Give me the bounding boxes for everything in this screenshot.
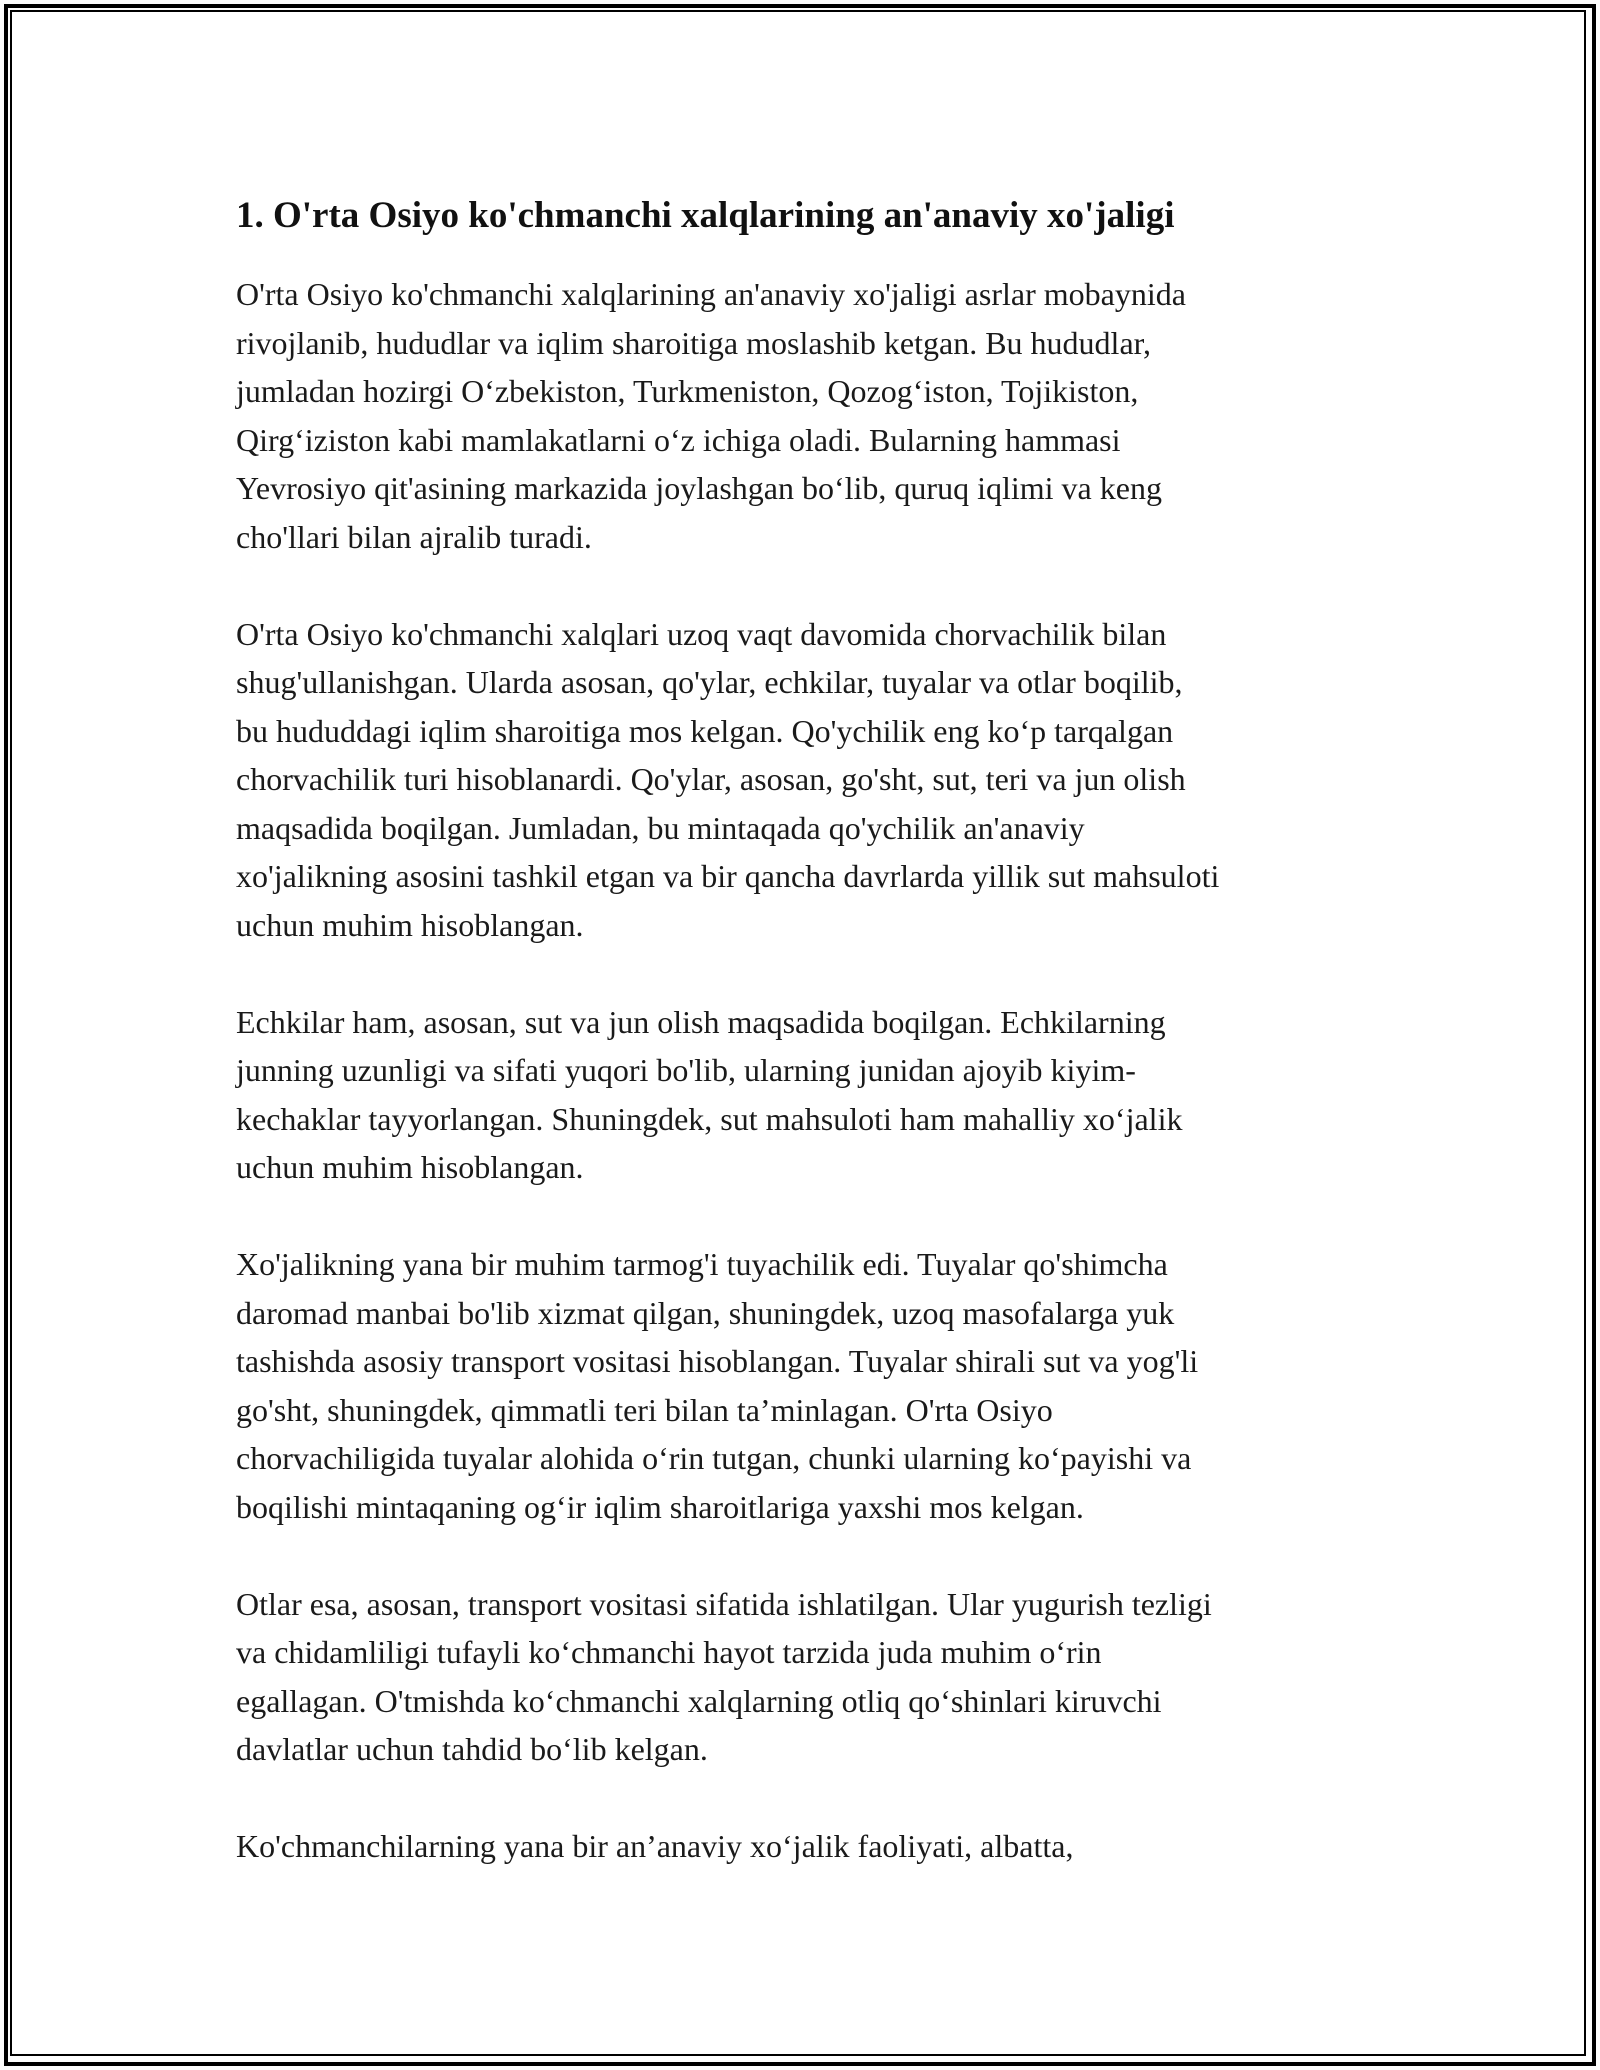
paragraph-3 [236, 998, 1376, 1192]
text-line: Otlar esa, asosan, transport vositasi sifatida ishlatilgan. Ular yugurish tezligi [236, 1585, 1212, 1622]
text-line: xo'jalikning asosini tashkil etgan va bir qancha davrlarda yillik sut mahsuloti [236, 858, 1220, 894]
text-line: Qirgʻiziston kabi mamlakatlarni oʻz ichiga oladi. Bularning hammasi [236, 421, 1121, 458]
text-line: tashishda asosiy transport vositasi hisoblangan. Tuyalar shirali sut va yog'li [236, 1343, 1199, 1379]
text-line: Yevrosiyo qit'asining markazida joylashgan boʻlib, quruq iqlimi va keng [236, 470, 1162, 506]
text-line: Xo'jalikning yana bir muhim tarmog'i tuyachilik edi. Tuyalar qo'shimcha [236, 1246, 1168, 1282]
text-line: chorvachilik turi hisoblanardi. Qo'ylar, asosan, go'sht, sut, teri va jun olish [236, 761, 1186, 797]
text-line: Ko'chmanchilarning yana bir an’anaviy xoʻjalik faoliyati, albatta, [236, 1828, 1074, 1864]
text-line: go'sht, shuningdek, qimmatli teri bilan ta’minlagan. O'rta Osiyo [236, 1391, 1053, 1428]
text-line: kechaklar tayyorlangan. Shuningdek, sut mahsuloti ham mahalliy xoʻjalik [236, 1100, 1183, 1137]
paragraph-4 [236, 1240, 1376, 1531]
text-line: jumladan hozirgi Oʻzbekiston, Turkmeniston, Qozogʻiston, Tojikiston, [236, 373, 1139, 409]
document-body [236, 180, 1376, 1919]
text-line: O'rta Osiyo ko'chmanchi xalqlari uzoq vaqt davomida chorvachilik bilan [236, 615, 1167, 652]
section-heading: 1. O'rta Osiyo ko'chmanchi xalqlarining an'anaviy xo'jaligi [236, 195, 1175, 236]
text-line: O'rta Osiyo ko'chmanchi xalqlarining an'anaviy xo'jaligi asrlar mobaynida [236, 276, 1186, 312]
paragraph-2 [236, 610, 1376, 950]
text-line: junning uzunligi va sifati yuqori bo'lib, ularning junidan ajoyib kiyim- [236, 1052, 1136, 1088]
text-line: maqsadida boqilgan. Jumladan, bu mintaqada qo'ychilik an'anaviy [236, 809, 1085, 846]
text-line: va chidamliligi tufayli koʻchmanchi hayot tarzida juda muhim oʻrin [236, 1634, 1102, 1670]
text-line: uchun muhim hisoblangan. [236, 1149, 584, 1185]
text-line: bu hududdagi iqlim sharoitiga mos kelgan. Qo'ychilik eng koʻp tarqalgan [236, 712, 1174, 749]
text-line: shug'ullanishgan. Ularda asosan, qo'ylar, echkilar, tuyalar va otlar boqilib, [236, 664, 1183, 700]
text-line: Echkilar ham, asosan, sut va jun olish maqsadida boqilgan. Echkilarning [236, 1003, 1166, 1040]
text-line: cho'llari bilan ajralib turadi. [236, 518, 592, 555]
paragraph-5 [236, 1580, 1376, 1774]
text-line: davlatlar uchun tahdid boʻlib kelgan. [236, 1731, 708, 1767]
paragraph-1 [236, 270, 1376, 561]
text-line: daromad manbai bo'lib xizmat qilgan, shuningdek, uzoq masofalarga yuk [236, 1294, 1175, 1331]
text-line: rivojlanib, hududlar va iqlim sharoitiga moslashib ketgan. Bu hududlar, [236, 324, 1152, 361]
paragraph-6 [236, 1822, 1376, 1871]
text-line: chorvachiligida tuyalar alohida oʻrin tutgan, chunki ularning koʻpayishi va [236, 1440, 1192, 1476]
text-line: egallagan. O'tmishda koʻchmanchi xalqlarning otliq qoʻshinlari kiruvchi [236, 1682, 1162, 1719]
text-line: boqilishi mintaqaning ogʻir iqlim sharoitlariga yaxshi mos kelgan. [236, 1488, 1084, 1525]
text-line: uchun muhim hisoblangan. [236, 906, 584, 943]
